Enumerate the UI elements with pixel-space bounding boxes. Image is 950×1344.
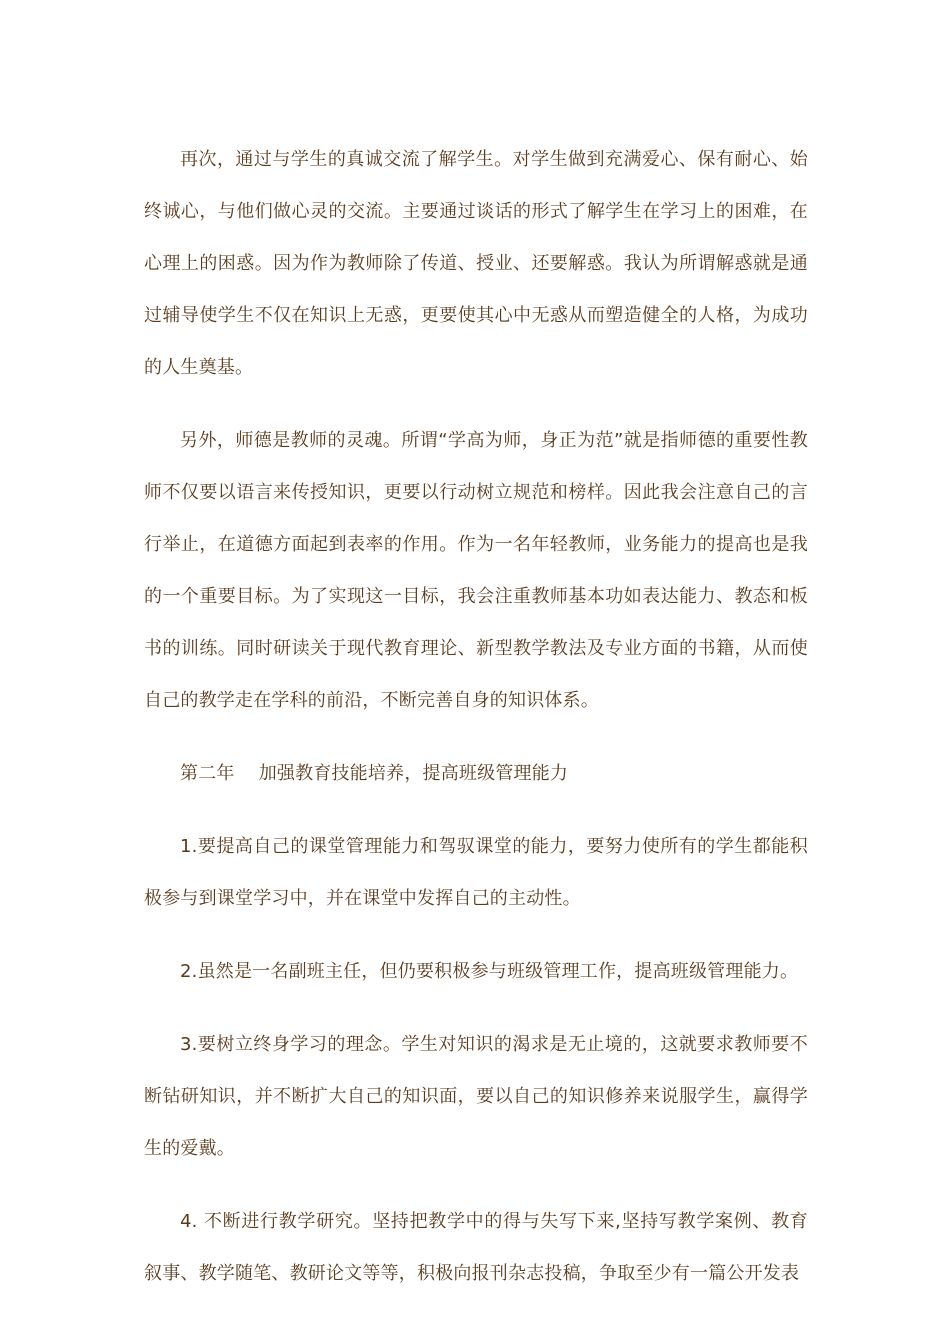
list-item-2: 2.虽然是一名副班主任，但仍要积极参与班级管理工作，提高班级管理能力。 bbox=[180, 961, 799, 982]
list-item-1: 1.要提高自己的课堂管理能力和驾驭课堂的能力，要努力使所有的学生都能积极参与到课堂学习中，并在课堂中发挥自己的主动性。 bbox=[144, 836, 808, 909]
paragraph-teacher-ethics: 另外，师德是教师的灵魂。所谓“学高为师，身正为范”就是指师德的重要性教师不仅要以语言来传授知识，更要以行动树立规范和榜样。因此我会注意自己的言行举止，在道德方面起到表率的作用。作为一名年轻教师，业务能力的提高也是我的一个重要目标。为了实现这一目标，我会注重教师基本功如表达能力、教态和板书的训练。同时研读关于现代教育理论、新型教学教法及专业方面的书籍，从而使自己的教学走在学科的前沿，不断完善自身的知识体系。 bbox=[144, 430, 808, 711]
list-item-4: 4. 不断进行教学研究。坚持把教学中的得与失写下来,坚持写教学案例、教育叙事、教学随笔、教研论文等等，积极向报刊杂志投稿，争取至少有一篇公开发表 bbox=[144, 1211, 808, 1284]
list-item-3: 3.要树立终身学习的理念。学生对知识的渴求是无止境的，这就要求教师要不断钻研知识，并不断扩大自己的知识面，要以自己的知识修养来说服学生，赢得学生的爱戴。 bbox=[144, 1034, 808, 1159]
paragraph-communication: 再次，通过与学生的真诚交流了解学生。对学生做到充满爱心、保有耐心、始终诚心，与他们做心灵的交流。主要通过谈话的形式了解学生在学习上的困难，在心理上的困惑。因为作为教师除了传道、授业、还要解惑。我认为所谓解惑就是通过辅导使学生不仅在知识上无惑，更要使其心中无惑从而塑造健全的人格，为成功的人生奠基。 bbox=[144, 149, 808, 378]
section-heading-second-year: 第二年 加强教育技能培养，提高班级管理能力 bbox=[180, 763, 569, 784]
